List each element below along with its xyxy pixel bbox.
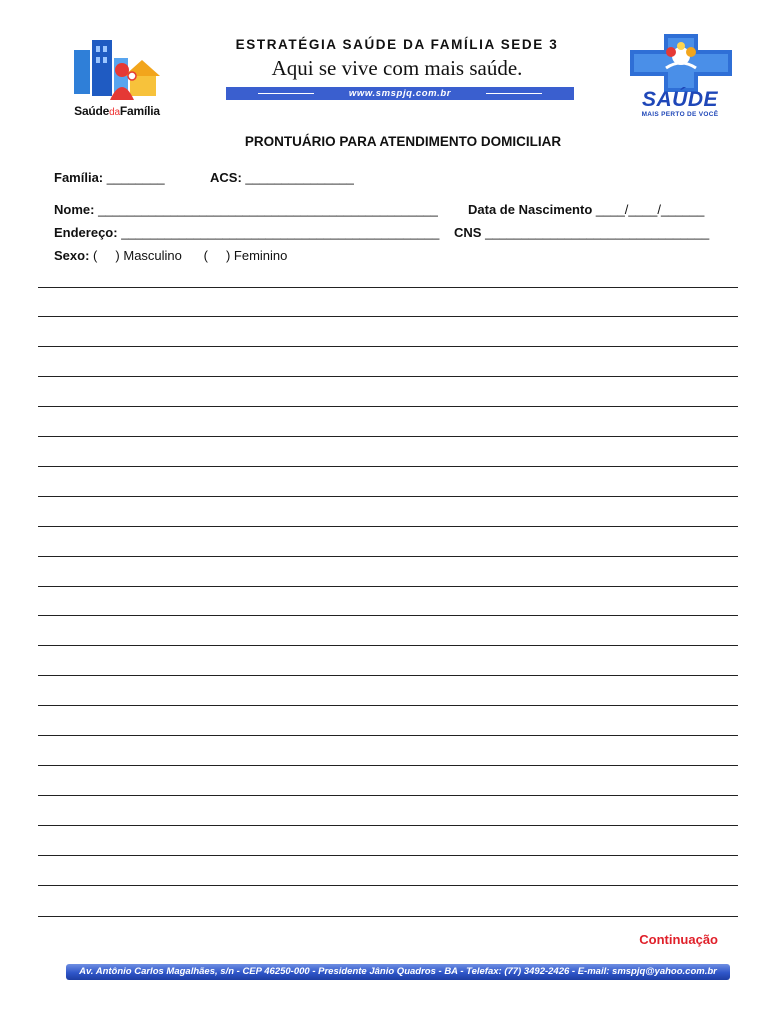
acs-blank[interactable]: _______________ xyxy=(245,170,354,185)
writing-line[interactable] xyxy=(38,316,738,317)
writing-line[interactable] xyxy=(38,795,738,796)
writing-line[interactable] xyxy=(38,436,738,437)
acs-label: ACS: xyxy=(210,170,242,185)
nome-label: Nome: xyxy=(54,202,95,217)
writing-line[interactable] xyxy=(38,346,738,347)
logo-right-subtitle: MAIS PERTO DE VOCÊ xyxy=(641,111,719,118)
nome-field xyxy=(54,202,438,217)
header-title: ESTRATÉGIA SAÚDE DA FAMÍLIA SEDE 3 xyxy=(235,37,559,52)
nascimento-field xyxy=(468,202,704,217)
writing-line[interactable] xyxy=(38,916,738,917)
endereco-label: Endereço: xyxy=(54,225,118,240)
continuation-label: Continuação xyxy=(639,932,718,947)
cns-field xyxy=(454,225,709,240)
logo-left-caption xyxy=(52,104,182,118)
website-url: www.smspjq.com.br xyxy=(348,88,452,99)
familia-field xyxy=(54,170,165,185)
writing-line[interactable] xyxy=(38,825,738,826)
endereco-blank[interactable]: ____________________________________________ xyxy=(121,225,440,240)
sexo-field xyxy=(54,248,287,263)
nascimento-blank[interactable]: ____/____/______ xyxy=(595,202,705,217)
writing-line[interactable] xyxy=(38,615,738,616)
nascimento-label: Data de Nascimento xyxy=(468,202,593,217)
logo-left-word-saude: Saúde xyxy=(74,104,110,118)
writing-line[interactable] xyxy=(38,645,738,646)
writing-line[interactable] xyxy=(38,406,738,407)
writing-line[interactable] xyxy=(38,287,738,288)
saude-cross-logo xyxy=(628,32,734,92)
writing-line[interactable] xyxy=(38,556,738,557)
writing-line[interactable] xyxy=(38,765,738,766)
sexo-masculino-option[interactable]: ( ) Masculino xyxy=(93,248,182,263)
writing-line[interactable] xyxy=(38,735,738,736)
writing-line[interactable] xyxy=(38,466,738,467)
sexo-feminino-option[interactable]: ( ) Feminino xyxy=(203,248,288,263)
nome-blank[interactable]: _______________________________________________ xyxy=(98,202,438,217)
endereco-field xyxy=(54,225,439,240)
writing-line[interactable] xyxy=(38,855,738,856)
writing-line[interactable] xyxy=(38,496,738,497)
sexo-label: Sexo: xyxy=(54,248,90,263)
familia-blank[interactable]: ________ xyxy=(106,170,165,185)
logo-left-word-da: da xyxy=(109,107,120,118)
form-title: PRONTUÁRIO PARA ATENDIMENTO DOMICILIAR xyxy=(244,134,562,149)
writing-line[interactable] xyxy=(38,885,738,886)
writing-line[interactable] xyxy=(38,376,738,377)
header-slogan: Aqui se vive com mais saúde. xyxy=(271,56,523,80)
familia-label: Família: xyxy=(54,170,104,185)
writing-line[interactable] xyxy=(38,675,738,676)
writing-line[interactable] xyxy=(38,526,738,527)
cns-blank[interactable]: _______________________________ xyxy=(485,225,710,240)
logo-left-word-familia: Família xyxy=(119,104,160,118)
footer-address: Av. Antônio Carlos Magalhães, s/n - CEP 46250-000 - Presidente Jânio Quadros - BA - Telefax: (77) 3492-2426 - E-mail: smspjq@yahoo.com.br xyxy=(79,966,717,977)
cns-label: CNS xyxy=(454,225,482,240)
writing-line[interactable] xyxy=(38,586,738,587)
writing-line[interactable] xyxy=(38,705,738,706)
logo-right-title: SAÚDE xyxy=(641,88,718,111)
acs-field xyxy=(210,170,354,185)
